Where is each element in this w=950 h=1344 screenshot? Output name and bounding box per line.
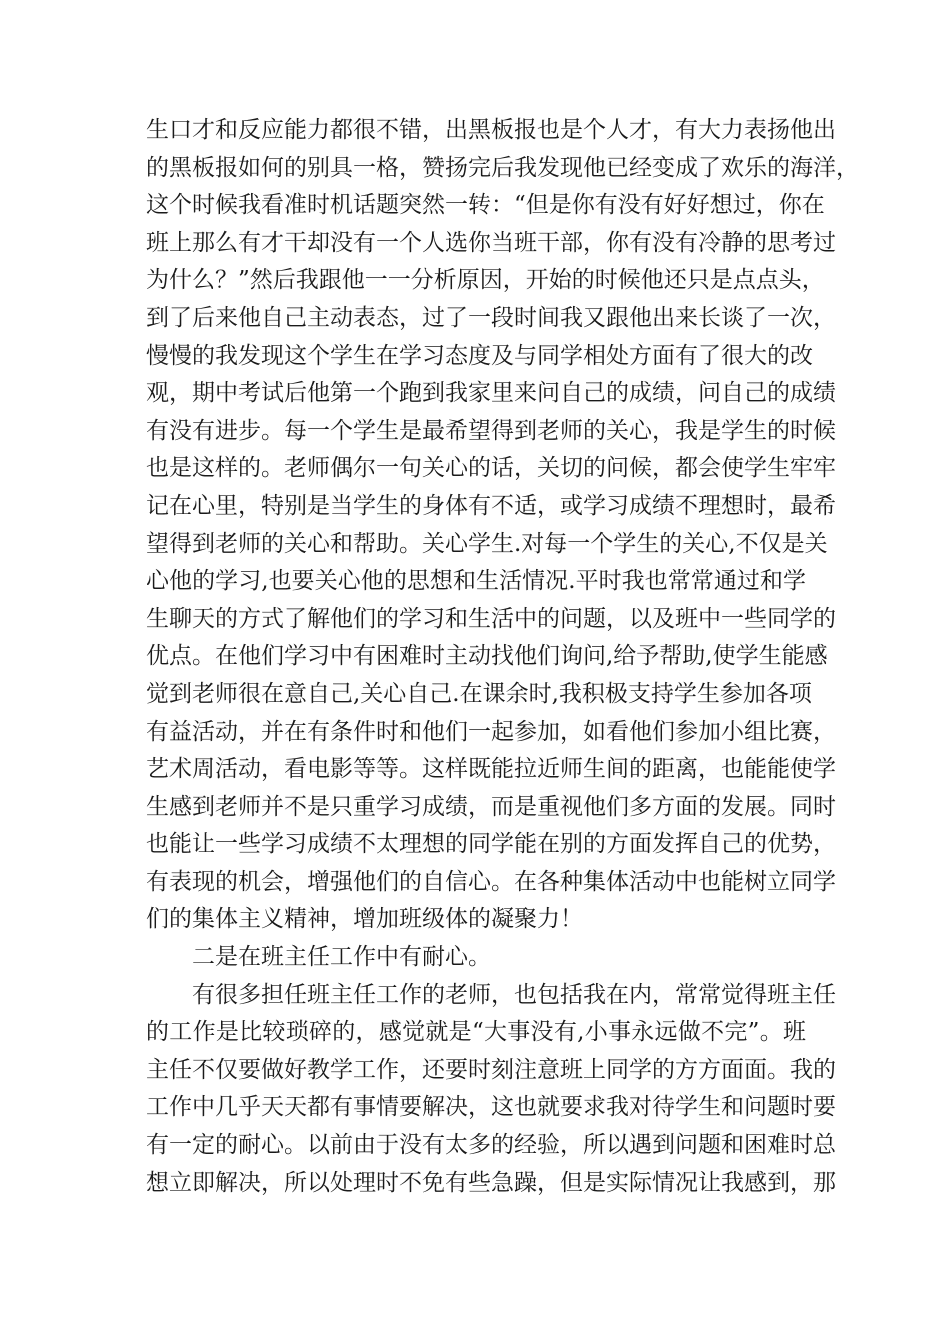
text-line: 望得到老师的关心和帮助。关心学生.对每一个学生的关心,不仅是关 [146,530,828,557]
text-line: 为什么？”然后我跟他一一分析原因，开始的时候他还只是点点头， [146,267,825,294]
body-text [146,112,859,1202]
text-line: 有益活动，并在有条件时和他们一起参加，如看他们参加小组比赛， [146,718,836,745]
text-line: 生聊天的方式了解他们的学习和生活中的问题，以及班中一些同学的 [146,605,836,632]
text-line: 有很多担任班主任工作的老师，也包括我在内，常常觉得班主任 [192,981,836,1008]
text-line: 到了后来他自己主动表态，过了一段时间我又跟他出来长谈了一次， [146,304,836,331]
text-line: 观，期中考试后他第一个跑到我家里来问自己的成绩，问自己的成绩 [146,380,836,407]
text-line: 有没有进步。每一个学生是最希望得到老师的关心，我是学生的时候 [146,417,836,444]
text-line: 艺术周活动，看电影等等。这样既能拉近师生间的距离，也能能使学 [146,756,836,783]
text-line: 觉到老师很在意自己,关心自己.在课余时,我积极支持学生参加各项 [146,680,812,707]
text-line: 有一定的耐心。以前由于没有太多的经验，所以遇到问题和困难时总 [146,1132,836,1159]
text-line: 想立即解决，所以处理时不免有些急躁，但是实际情况让我感到，那 [146,1169,836,1196]
text-line: 优点。在他们学习中有困难时主动找他们询问,给予帮助,使学生能感 [146,643,828,670]
text-line: 也是这样的。老师偶尔一句关心的话，关切的问候，都会使学生牢牢 [146,455,836,482]
text-line: 班上那么有才干却没有一个人选你当班干部，你有没有冷静的思考过 [146,229,836,256]
text-line: 的黑板报如何的别具一格，赞扬完后我发现他已经变成了欢乐的海洋， [146,154,859,181]
text-line: 工作中几乎天天都有事情要解决，这也就要求我对待学生和问题时要 [146,1094,836,1121]
text-line: 的工作是比较琐碎的，感觉就是“大事没有,小事永远做不完”。班 [146,1019,806,1046]
text-line: 们的集体主义精神，增加班级体的凝聚力！ [146,906,583,933]
text-line: 心他的学习,也要关心他的思想和生活情况.平时我也常常通过和学 [146,568,806,595]
text-line: 生口才和反应能力都很不错，出黑板报也是个人才，有大力表扬他出 [146,117,836,143]
text-line: 二是在班主任工作中有耐心。 [192,944,491,971]
text-line: 主任不仅要做好教学工作，还要时刻注意班上同学的方方面面。我的 [146,1056,836,1083]
text-line: 记在心里，特别是当学生的身体有不适，或学习成绩不理想时，最希 [146,492,836,519]
text-line: 慢慢的我发现这个学生在学习态度及与同学相处方面有了很大的改 [146,342,813,369]
text-line: 这个时候我看准时机话题突然一转：“但是你有没有好好想过，你在 [146,192,825,219]
text-line: 生感到老师并不是只重学习成绩，而是重视他们多方面的发展。同时 [146,793,836,820]
text-line: 有表现的机会，增强他们的自信心。在各种集体活动中也能树立同学 [146,868,836,895]
text-line: 也能让一些学习成绩不太理想的同学能在别的方面发挥自己的优势， [146,831,836,858]
